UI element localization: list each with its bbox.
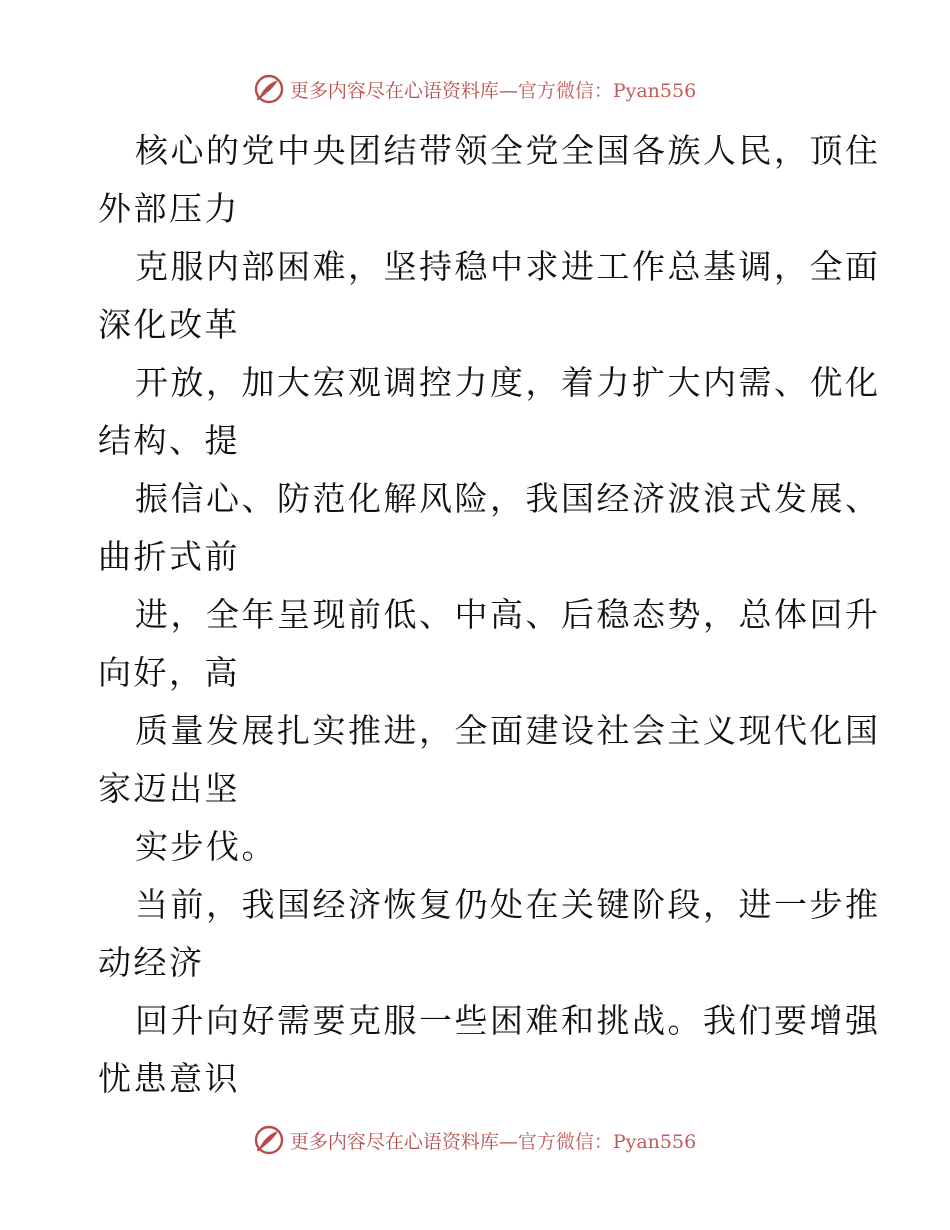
body-line: 动经济 — [98, 943, 205, 982]
body-line: 当前，我国经济恢复仍处在关键阶段，进一步推 — [135, 885, 881, 924]
footer-banner — [0, 1123, 950, 1157]
pen-logo-icon — [254, 1125, 284, 1155]
body-line: 家迈出坚 — [98, 769, 240, 808]
body-line: 结构、提 — [98, 421, 240, 460]
body-line: 振信心、防范化解风险，我国经济波浪式发展、 — [135, 479, 881, 518]
body-line: 忧患意识 — [98, 1059, 240, 1098]
header-site-text: 更多内容尽在心语资料库— — [289, 79, 518, 102]
body-line: 质量发展扎实推进，全面建设社会主义现代化国 — [135, 711, 881, 750]
body-line: 实步伐。 — [135, 827, 277, 866]
body-line: 开放，加大宏观调控力度，着力扩大内需、优化 — [135, 363, 881, 402]
footer-site-text: 更多内容尽在心语资料库— — [289, 1130, 518, 1153]
header-banner-text — [290, 76, 696, 103]
header-banner — [0, 72, 950, 106]
body-line: 进，全年呈现前低、中高、后稳态势，总体回升 — [135, 595, 881, 634]
body-line: 向好，高 — [98, 653, 240, 692]
body-line: 曲折式前 — [98, 537, 240, 576]
header-contact-text: 官方微信：Pyan556 — [517, 79, 697, 102]
pen-logo-icon — [254, 74, 284, 104]
body-line: 核心的党中央团结带领全党全国各族人民，顶住 — [135, 131, 881, 170]
footer-banner-text — [290, 1127, 696, 1154]
footer-contact-text: 官方微信：Pyan556 — [517, 1130, 697, 1153]
body-line: 外部压力 — [98, 189, 240, 228]
body-line: 深化改革 — [98, 305, 240, 344]
body-line: 克服内部困难，坚持稳中求进工作总基调，全面 — [135, 247, 881, 286]
body-line: 回升向好需要克服一些困难和挑战。我们要增强 — [135, 1001, 881, 1040]
document-body — [98, 122, 881, 1108]
